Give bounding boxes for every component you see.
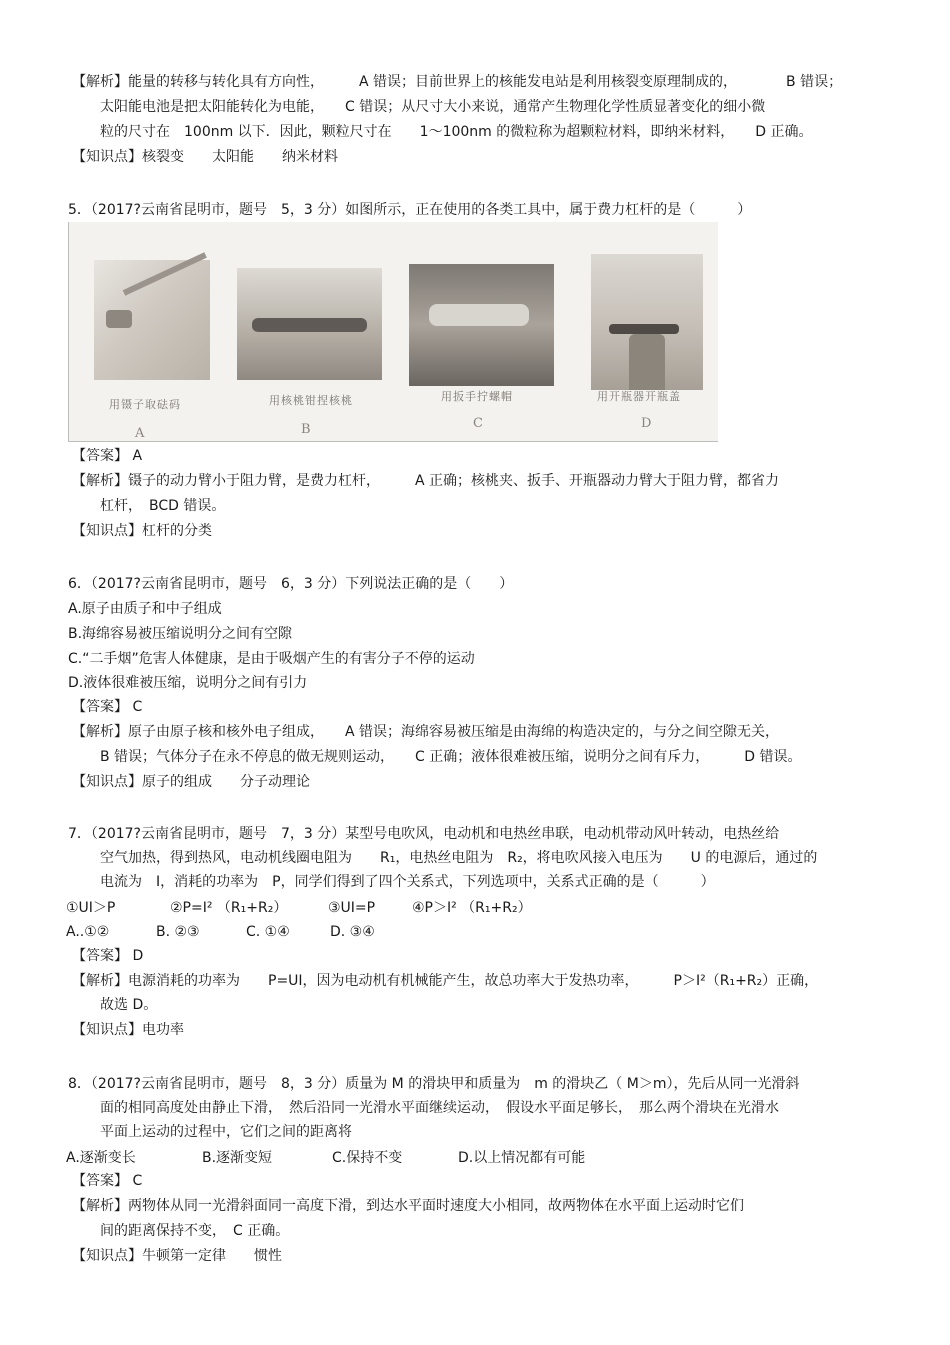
q5-stem: 5．（2017?云南省昆明市，题号 5，3 分）如图所示，正在使用的各类工具中，属于费力杠杆的是（ ） [68, 202, 752, 218]
q8-option-c: C.保持不变 [332, 1150, 403, 1166]
q5-answer: 【答案】 A [72, 448, 143, 464]
q4-analysis-line3: 粒的尺寸在 100nm 以下．因此，颗粒尺寸在 1～100nm 的微粒称为超颗粒材料，即纳米材料， D 正确。 [100, 124, 813, 140]
q8-analysis-line2: 间的距离保持不变， C 正确。 [100, 1223, 290, 1239]
q7-relation-1: ①UI＞P [66, 900, 116, 916]
photo-wrench [409, 264, 554, 386]
label-b: B [301, 422, 311, 437]
q8-analysis-line1: 【解析】两物体从同一光滑斜面同一高度下滑，到达水平面时速度大小相同，故两物体在水平面上运动时它们 [72, 1198, 744, 1214]
q8-option-d: D.以上情况都有可能 [458, 1150, 586, 1166]
q6-analysis-line2: B 错误；气体分子在永不停息的做无规则运动， C 正确；液体很难被压缩，说明分之间有斥力， D 错误。 [100, 749, 802, 765]
q7-knowledge: 【知识点】电功率 [72, 1022, 184, 1038]
q8-option-a: A.逐渐变长 [66, 1150, 136, 1166]
label-d: D [641, 416, 652, 431]
caption-d: 用开瓶器开瓶盖 [597, 390, 681, 403]
q6-option-d: D.液体很难被压缩，说明分之间有引力 [68, 675, 308, 691]
q6-knowledge: 【知识点】原子的组成 分子动理论 [72, 774, 310, 790]
photo-nutcracker [237, 268, 382, 380]
q7-relation-3: ③UI=P [328, 900, 376, 916]
q7-option-a: A..①② [66, 924, 110, 940]
photo-tweezers [94, 260, 210, 380]
q5-analysis-line2: 杠杆， BCD 错误。 [100, 498, 226, 514]
q7-option-b: B. ②③ [156, 924, 200, 940]
label-c: C [473, 416, 483, 431]
q4-analysis-line1: 【解析】能量的转移与转化具有方向性， A 错误；目前世界上的核能发电站是利用核裂变原理制成的， B 错误； [72, 74, 843, 90]
q4-knowledge: 【知识点】核裂变 太阳能 纳米材料 [72, 149, 338, 165]
caption-b: 用核桃钳捏核桃 [269, 394, 353, 407]
q7-option-d: D. ③④ [330, 924, 375, 940]
q7-relation-2: ②P=I² （R₁+R₂） [170, 900, 288, 916]
q7-stem-line1: 7．（2017?云南省昆明市，题号 7，3 分）某型号电吹风，电动机和电热丝串联，电动机带动风叶转动，电热丝给 [68, 826, 780, 842]
caption-a: 用镊子取砝码 [109, 398, 181, 411]
q8-knowledge: 【知识点】牛顿第一定律 惯性 [72, 1248, 282, 1264]
q8-stem-line3: 平面上运动的过程中，它们之间的距离将 [100, 1124, 352, 1140]
q6-option-c: C.“二手烟”危害人体健康，是由于吸烟产生的有害分子不停的运动 [68, 651, 475, 667]
q8-stem-line1: 8．（2017?云南省昆明市，题号 8，3 分）质量为 M 的滑块甲和质量为 m 的滑块乙（ M＞m），先后从同一光滑斜 [68, 1076, 800, 1092]
caption-c: 用扳手拧螺帽 [441, 390, 513, 403]
photo-bottle-opener [591, 254, 703, 390]
q5-tools-figure [68, 222, 718, 442]
q7-analysis-line2: 故选 D。 [100, 997, 158, 1013]
q6-option-a: A.原子由质子和中子组成 [68, 601, 222, 617]
q6-stem: 6．（2017?云南省昆明市，题号 6，3 分）下列说法正确的是（ ） [68, 576, 514, 592]
q8-option-b: B.逐渐变短 [202, 1150, 273, 1166]
q5-analysis-line1: 【解析】镊子的动力臂小于阻力臂，是费力杠杆， A 正确；核桃夹、扳手、开瓶器动力臂大于阻力臂，都省力 [72, 473, 780, 489]
q6-answer: 【答案】 C [72, 699, 143, 715]
q6-option-b: B.海绵容易被压缩说明分之间有空隙 [68, 626, 293, 642]
q8-answer: 【答案】 C [72, 1173, 143, 1189]
q4-analysis-line2: 太阳能电池是把太阳能转化为电能， C 错误；从尺寸大小来说，通常产生物理化学性质显著变化的细小微 [100, 99, 766, 115]
q7-analysis-line1: 【解析】电源消耗的功率为 P=UI，因为电动机有机械能产生，故总功率大于发热功率， P＞I²（R₁+R₂）正确， [72, 973, 819, 989]
q7-answer: 【答案】 D [72, 948, 144, 964]
q7-stem-line3: 电流为 I，消耗的功率为 P，同学们得到了四个关系式，下列选项中，关系式正确的是（ ） [100, 874, 715, 890]
q6-analysis-line1: 【解析】原子由原子核和核外电子组成， A 错误；海绵容易被压缩是由海绵的构造决定的，与分之间空隙无关， [72, 724, 780, 740]
label-a: A [135, 426, 145, 441]
q5-knowledge: 【知识点】杠杆的分类 [72, 523, 212, 539]
q7-option-c: C. ①④ [246, 924, 290, 940]
q7-stem-line2: 空气加热，得到热风，电动机线圈电阻为 R₁，电热丝电阻为 R₂，将电吹风接入电压为 U 的电源后，通过的 [100, 850, 818, 866]
q8-stem-line2: 面的相同高度处由静止下滑， 然后沿同一光滑水平面继续运动， 假设水平面足够长， 那么两个滑块在光滑水 [100, 1100, 779, 1116]
q7-relation-4: ④P＞I² （R₁+R₂） [412, 900, 532, 916]
